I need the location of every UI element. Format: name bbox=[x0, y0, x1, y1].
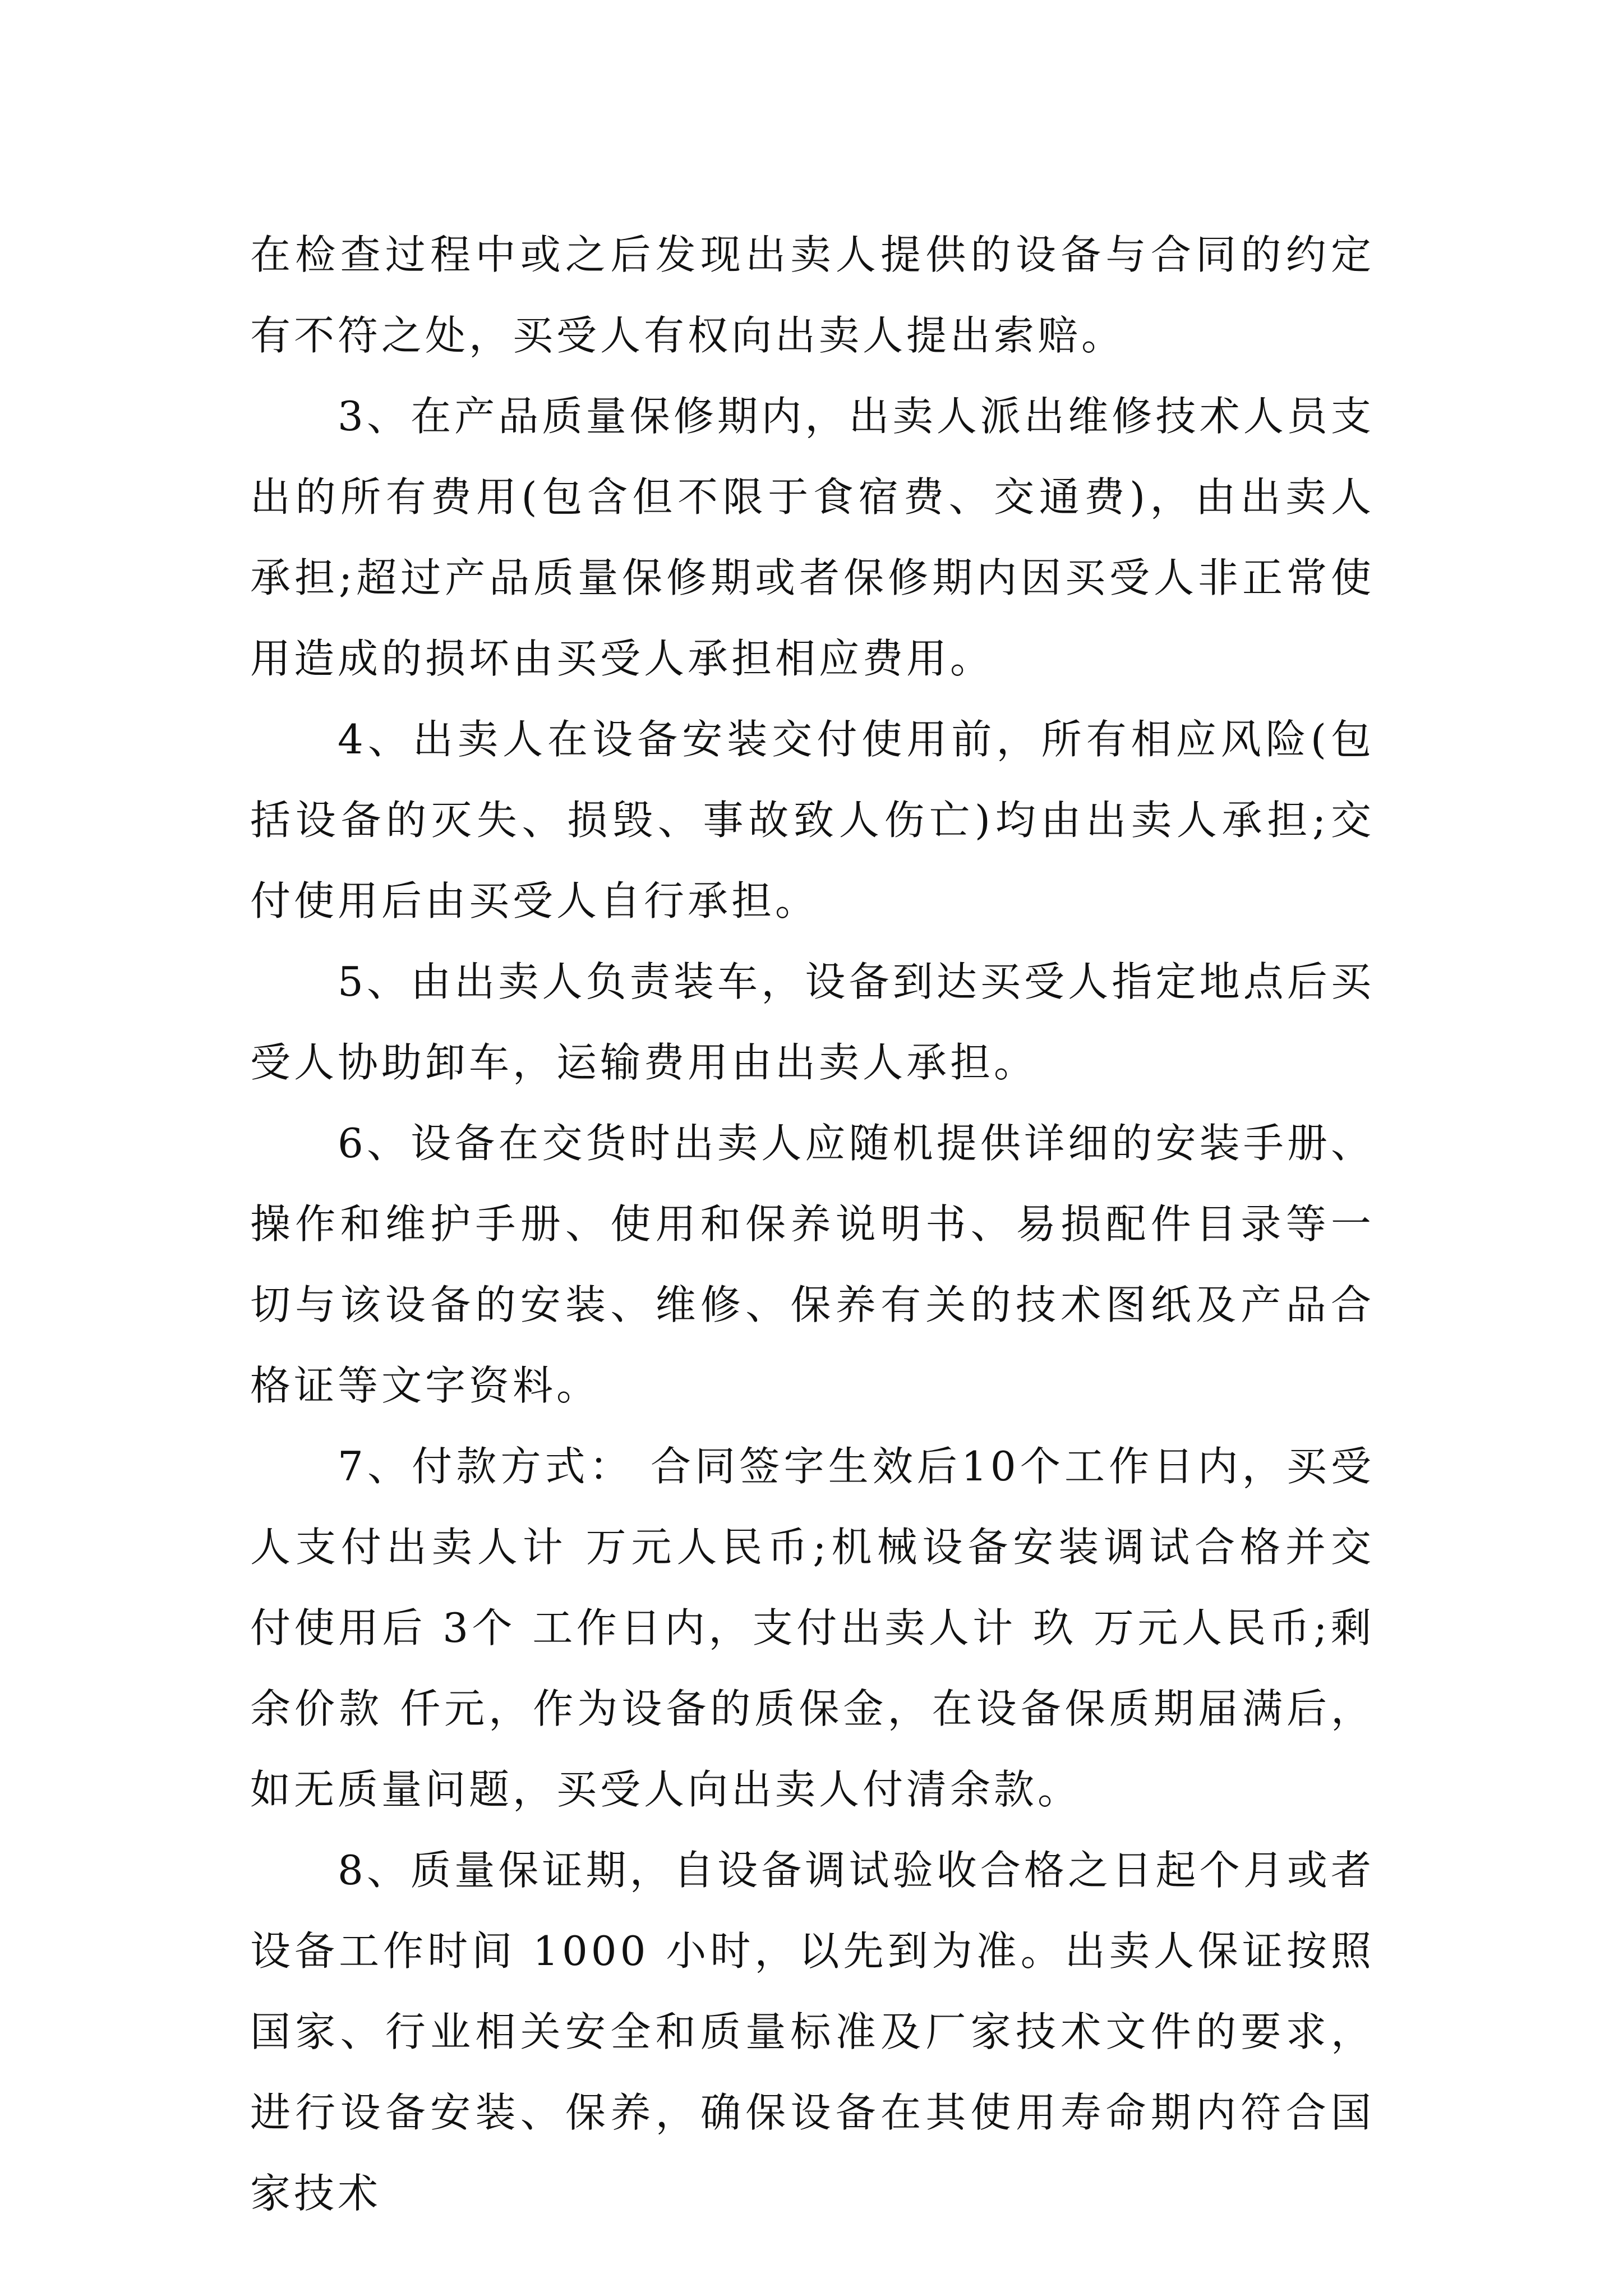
document-body bbox=[250, 214, 1375, 2234]
paragraph-clause-6: 6、设备在交货时出卖人应随机提供详细的安装手册、操作和维护手册、使用和保养说明书、易损配件目录等一切与该设备的安装、维修、保养有关的技术图纸及产品合格证等文字资料。 bbox=[250, 1120, 1375, 1409]
paragraph-claims: 在检查过程中或之后发现出卖人提供的设备与合同的约定有不符之处，买受人有权向出卖人提出索赔。 bbox=[250, 231, 1375, 359]
paragraph-clause-8: 8、质量保证期，自设备调试验收合格之日起个月或者设备工作时间 1000 小时，以先到为准。出卖人保证按照国家、行业相关安全和质量标准及厂家技术文件的要求，进行设备安装、保养，确保设备在其使用寿命期内符合国家技术 bbox=[250, 1847, 1375, 2217]
paragraph-clause-7: 7、付款方式： 合同签字生效后10个工作日内，买受人支付出卖人计 万元人民币;机械设备安装调试合格并交付使用后 3个 工作日内，支付出卖人计 玖 万元人民币;剩余价款 仟元，作为设备的质保金，在设备保质期届满后，如无质量问题，买受人向出卖人付清余款。 bbox=[250, 1443, 1375, 1813]
paragraph-clause-3: 3、在产品质量保修期内，出卖人派出维修技术人员支出的所有费用(包含但不限于食宿费、交通费)，由出卖人承担;超过产品质量保修期或者保修期内因买受人非正常使用造成的损坏由买受人承担相应费用。 bbox=[250, 393, 1375, 682]
paragraph-clause-4: 4、出卖人在设备安装交付使用前，所有相应风险(包括设备的灭失、损毁、事故致人伤亡)均由出卖人承担;交付使用后由买受人自行承担。 bbox=[250, 716, 1375, 924]
paragraph-clause-5: 5、由出卖人负责装车，设备到达买受人指定地点后买受人协助卸车，运输费用由出卖人承担。 bbox=[250, 958, 1375, 1086]
